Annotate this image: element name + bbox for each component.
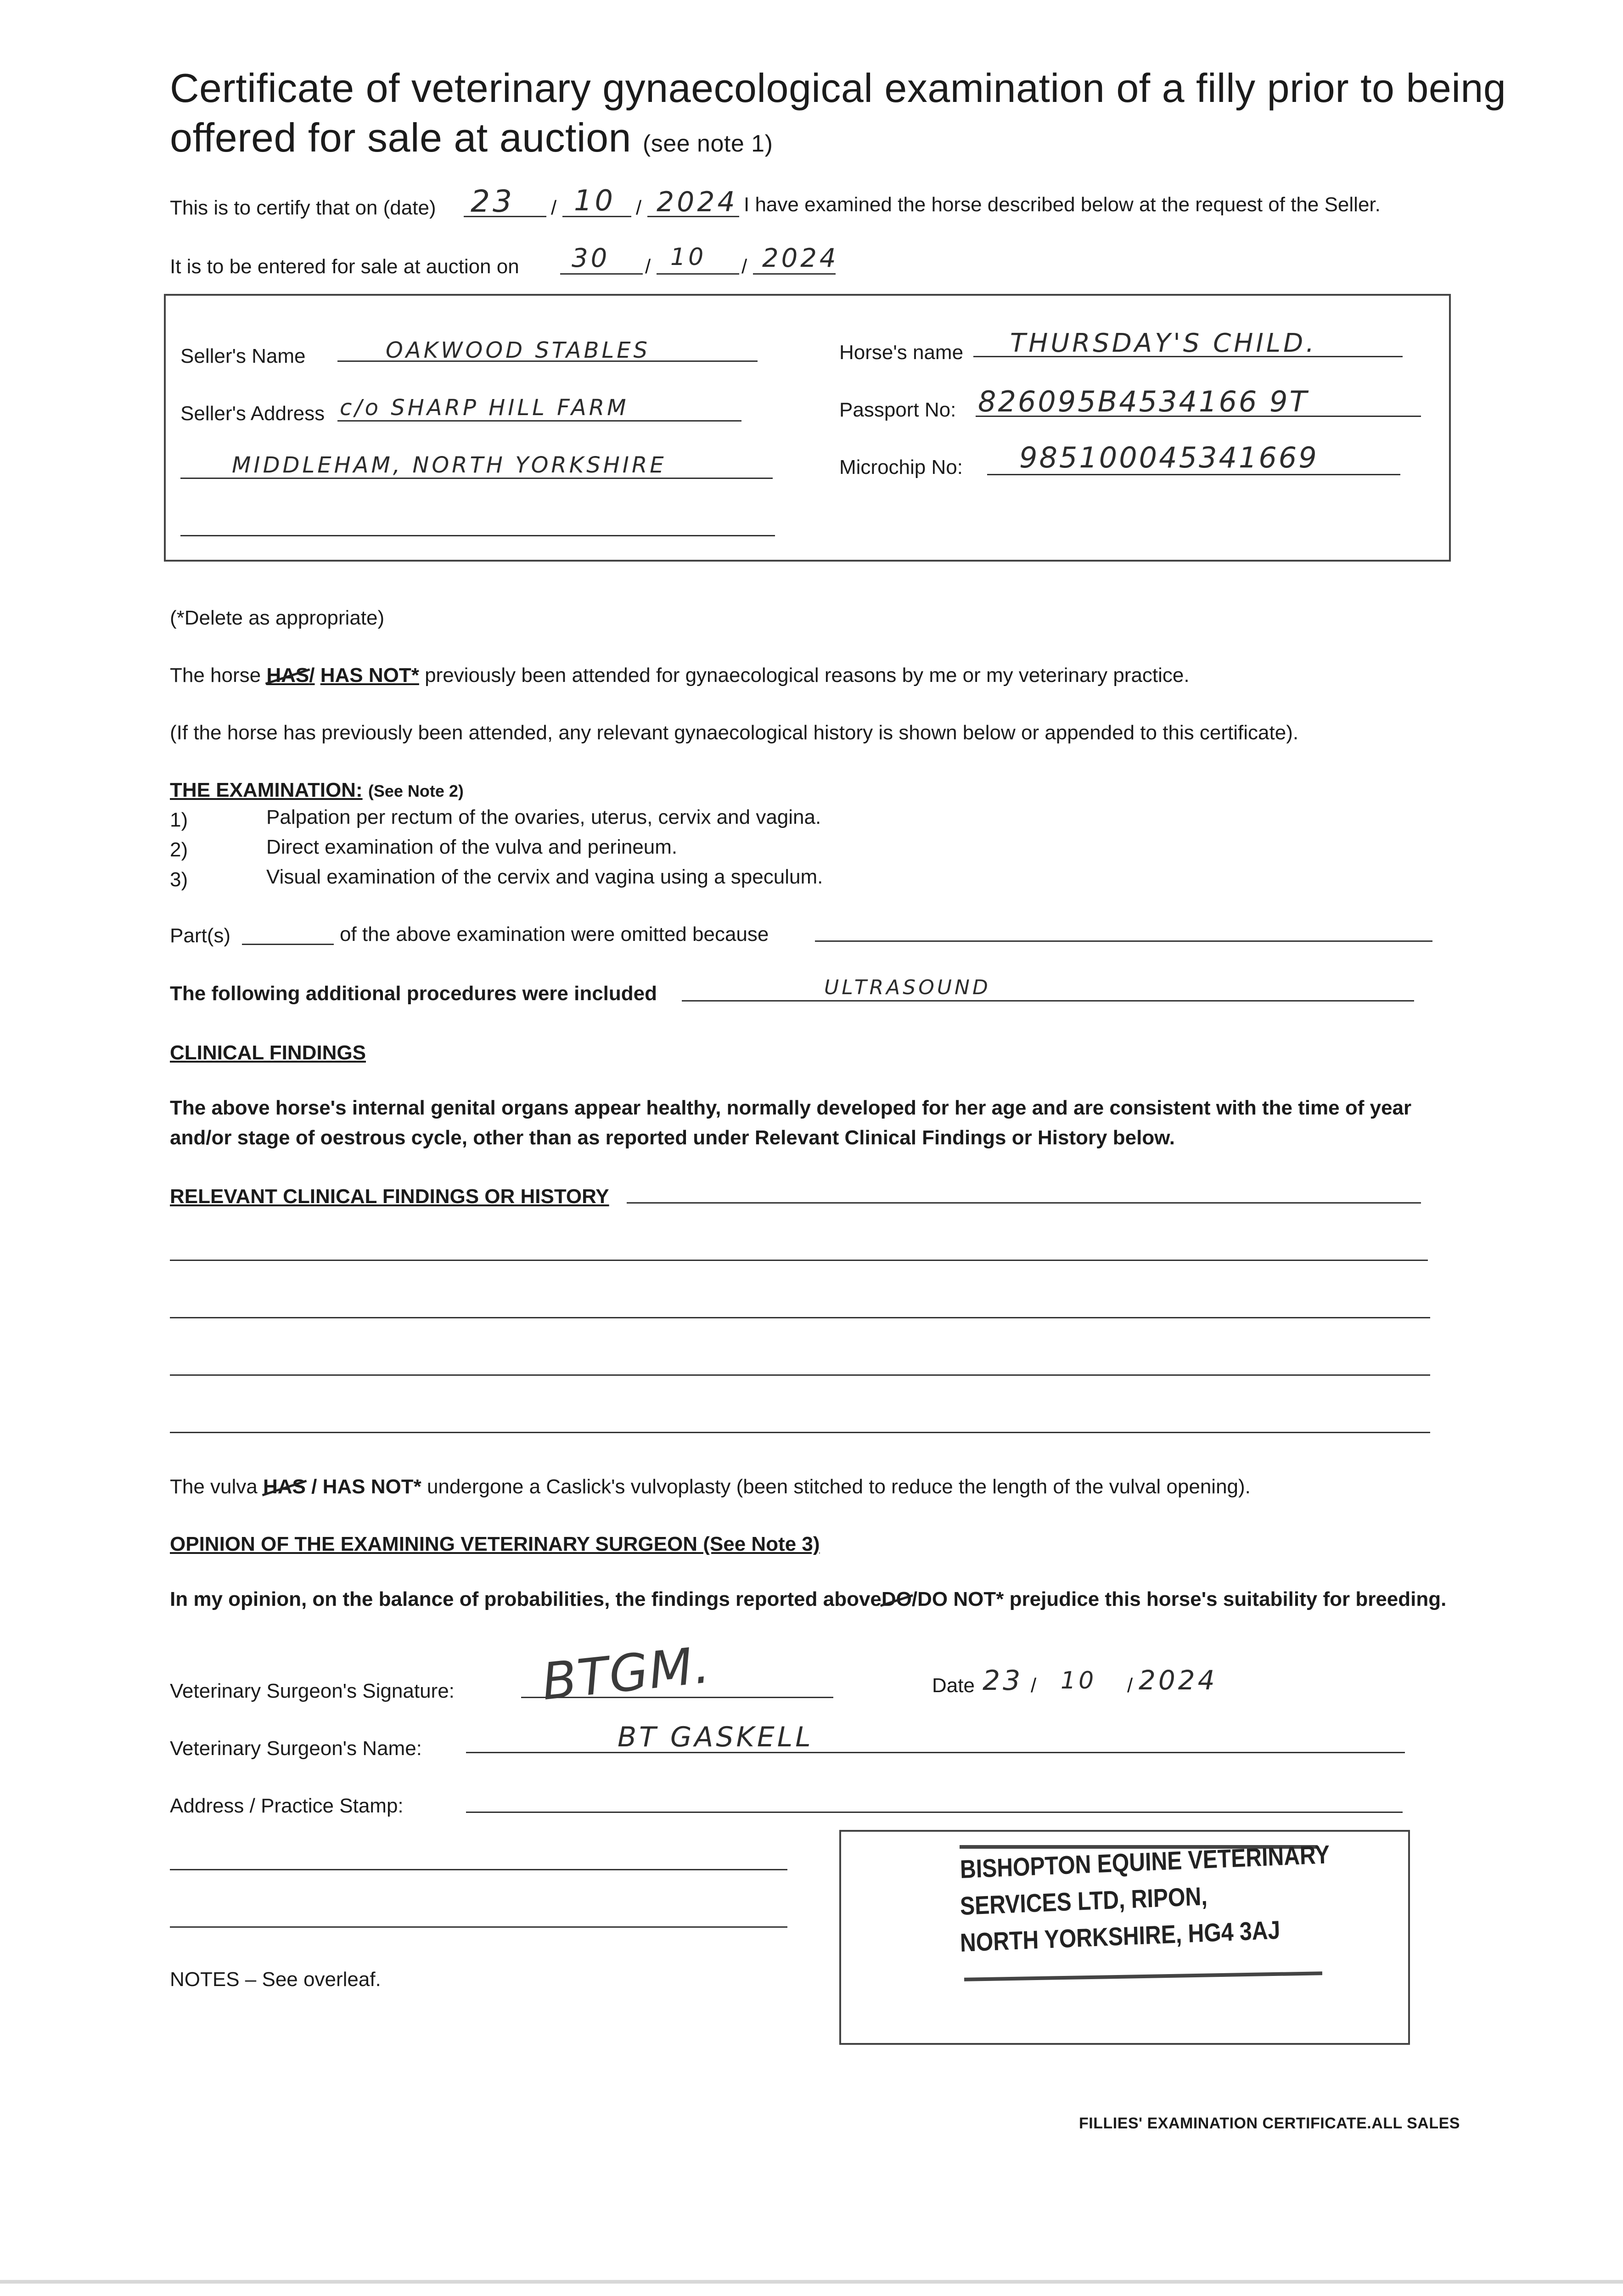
notes-text: NOTES – See overleaf. [170, 1968, 381, 1991]
relevant-line-2 [170, 1260, 1428, 1261]
certify-month: 10 [574, 184, 616, 217]
exam-item-3-num: 3) [170, 868, 188, 891]
attended-line [170, 663, 1190, 688]
clinical-statement: The above horse's internal genital organs appear healthy, normally developed for her age and are consistent with the time of year and/or stage of oestrous cycle, other than as reported under Relevant Clinical Findings or History below. [170, 1097, 1412, 1149]
exam-item-2-num: 2) [170, 838, 188, 861]
attended-kept: HAS NOT* [320, 664, 419, 687]
stamp-line-2: SERVICES LTD, RIPON, [960, 1881, 1208, 1920]
certify-prefix: This is to certify that on (date) [170, 197, 436, 219]
omitted-prefix: Part(s) [170, 924, 230, 947]
practice-line [466, 1812, 1403, 1813]
omitted-middle: of the above examination were omitted because [340, 923, 769, 945]
exam-item-1-text: Palpation per rectum of the ovaries, uterus, cervix and vagina. [266, 806, 821, 828]
auction-year-line [753, 273, 836, 275]
opinion-suffix: prejudice this horse's suitability for breeding. [1009, 1588, 1447, 1610]
opinion-kept: /DO NOT* [911, 1588, 1004, 1610]
stamp-line-1: BISHOPTON EQUINE VETERINARY [960, 1840, 1330, 1884]
title-main: Certificate of veterinary gynaecological examination of a filly prior to being offered for sale at auction [170, 65, 1506, 160]
exam-item-2-text: Direct examination of the vulva and perineum. [266, 836, 678, 858]
additional-value: ULTRASOUND [824, 976, 991, 999]
title-note: (see note 1) [642, 130, 773, 157]
seller-address-line2: MIDDLEHAM, NORTH YORKSHIRE [232, 452, 667, 478]
vulva-line [170, 1474, 1251, 1500]
seller-address-line3-rule [180, 535, 775, 536]
certify-year: 2024 [657, 186, 738, 218]
stamp-line-3: NORTH YORKSHIRE, HG4 3AJ [960, 1915, 1281, 1957]
attended-prefix: The horse [170, 664, 261, 687]
vulva-struck: HAS [263, 1474, 306, 1500]
seller-address-label: Seller's Address [180, 402, 325, 425]
vulva-prefix: The vulva [170, 1475, 258, 1498]
vet-name-label: Veterinary Surgeon's Name: [170, 1737, 422, 1760]
vet-name-line [466, 1752, 1405, 1753]
footer-code: FILLIES' EXAMINATION CERTIFICATE.ALL SALES [1079, 2115, 1460, 2132]
passport-value: 826095B4534166 9T [978, 385, 1309, 418]
signature-label: Veterinary Surgeon's Signature: [170, 1680, 455, 1702]
practice-line-2 [170, 1869, 787, 1870]
auction-day-line [560, 273, 643, 275]
certify-suffix: I have examined the horse described below at the request of the Seller. [744, 193, 1381, 216]
signature-date-year: 2024 [1139, 1665, 1218, 1696]
auction-prefix: It is to be entered for sale at auction on [170, 255, 519, 278]
examination-note: (See Note 2) [368, 782, 464, 800]
attended-slash: / [309, 664, 315, 687]
seller-address-line1: c/o SHARP HILL FARM [340, 395, 629, 421]
relevant-heading: RELEVANT CLINICAL FINDINGS OR HISTORY [170, 1185, 609, 1208]
examination-heading [170, 777, 464, 804]
signature-mark: BTGM. [539, 1635, 713, 1711]
additional-line [682, 1000, 1414, 1002]
attended-suffix: previously been attended for gynaecological reasons by me or my veterinary practice. [425, 664, 1190, 687]
history-note: (If the horse has previously been attended, any relevant gynaecological history is shown below or appended to this certificate). [170, 721, 1299, 744]
attended-struck: HAS [266, 663, 309, 688]
relevant-line-3 [170, 1317, 1430, 1318]
microchip-label: Microchip No: [839, 456, 963, 478]
omitted-parts-line [242, 944, 334, 945]
relevant-line-5 [170, 1432, 1430, 1433]
vet-name-value: BT GASKELL [618, 1721, 814, 1753]
examination-title: THE EXAMINATION: [170, 779, 363, 801]
seller-name-value: OAKWOOD STABLES [386, 338, 651, 363]
page-title [170, 63, 1524, 169]
relevant-line-4 [170, 1374, 1430, 1376]
opinion-statement [170, 1584, 1455, 1614]
vulva-kept: / HAS NOT* [311, 1475, 421, 1498]
vulva-suffix: undergone a Caslick's vulvoplasty (been stitched to reduce the length of the vulval opening). [427, 1475, 1251, 1498]
horse-name-label: Horse's name [839, 341, 964, 364]
exam-item-1-num: 1) [170, 809, 188, 831]
auction-day: 30 [572, 243, 610, 273]
scan-edge [0, 2280, 1623, 2284]
passport-label: Passport No: [839, 399, 956, 421]
additional-label: The following additional procedures were included [170, 982, 657, 1005]
signature-date-month: 10 [1061, 1667, 1097, 1694]
practice-line-3 [170, 1926, 787, 1928]
practice-label: Address / Practice Stamp: [170, 1795, 404, 1817]
certify-day: 23 [471, 184, 515, 219]
opinion-heading: OPINION OF THE EXAMINING VETERINARY SURGEON (See Note 3) [170, 1533, 820, 1555]
microchip-value: 985100045341669 [1019, 441, 1319, 474]
clinical-heading: CLINICAL FINDINGS [170, 1041, 366, 1064]
opinion-struck: DO [882, 1584, 912, 1614]
auction-year: 2024 [762, 243, 839, 273]
auction-month: 10 [670, 243, 707, 271]
seller-name-label: Seller's Name [180, 345, 306, 367]
delete-note: (*Delete as appropriate) [170, 607, 385, 629]
horse-name-value: THURSDAY'S CHILD. [1010, 328, 1317, 358]
relevant-line-1 [627, 1202, 1421, 1204]
signature-date-label: Date [932, 1674, 975, 1697]
signature-date-day: 23 [983, 1665, 1023, 1697]
opinion-prefix: In my opinion, on the balance of probabilities, the findings reported above [170, 1588, 882, 1610]
auction-month-line [657, 273, 739, 275]
exam-item-3-text: Visual examination of the cervix and vagina using a speculum. [266, 866, 823, 888]
omitted-reason-line [815, 940, 1432, 942]
